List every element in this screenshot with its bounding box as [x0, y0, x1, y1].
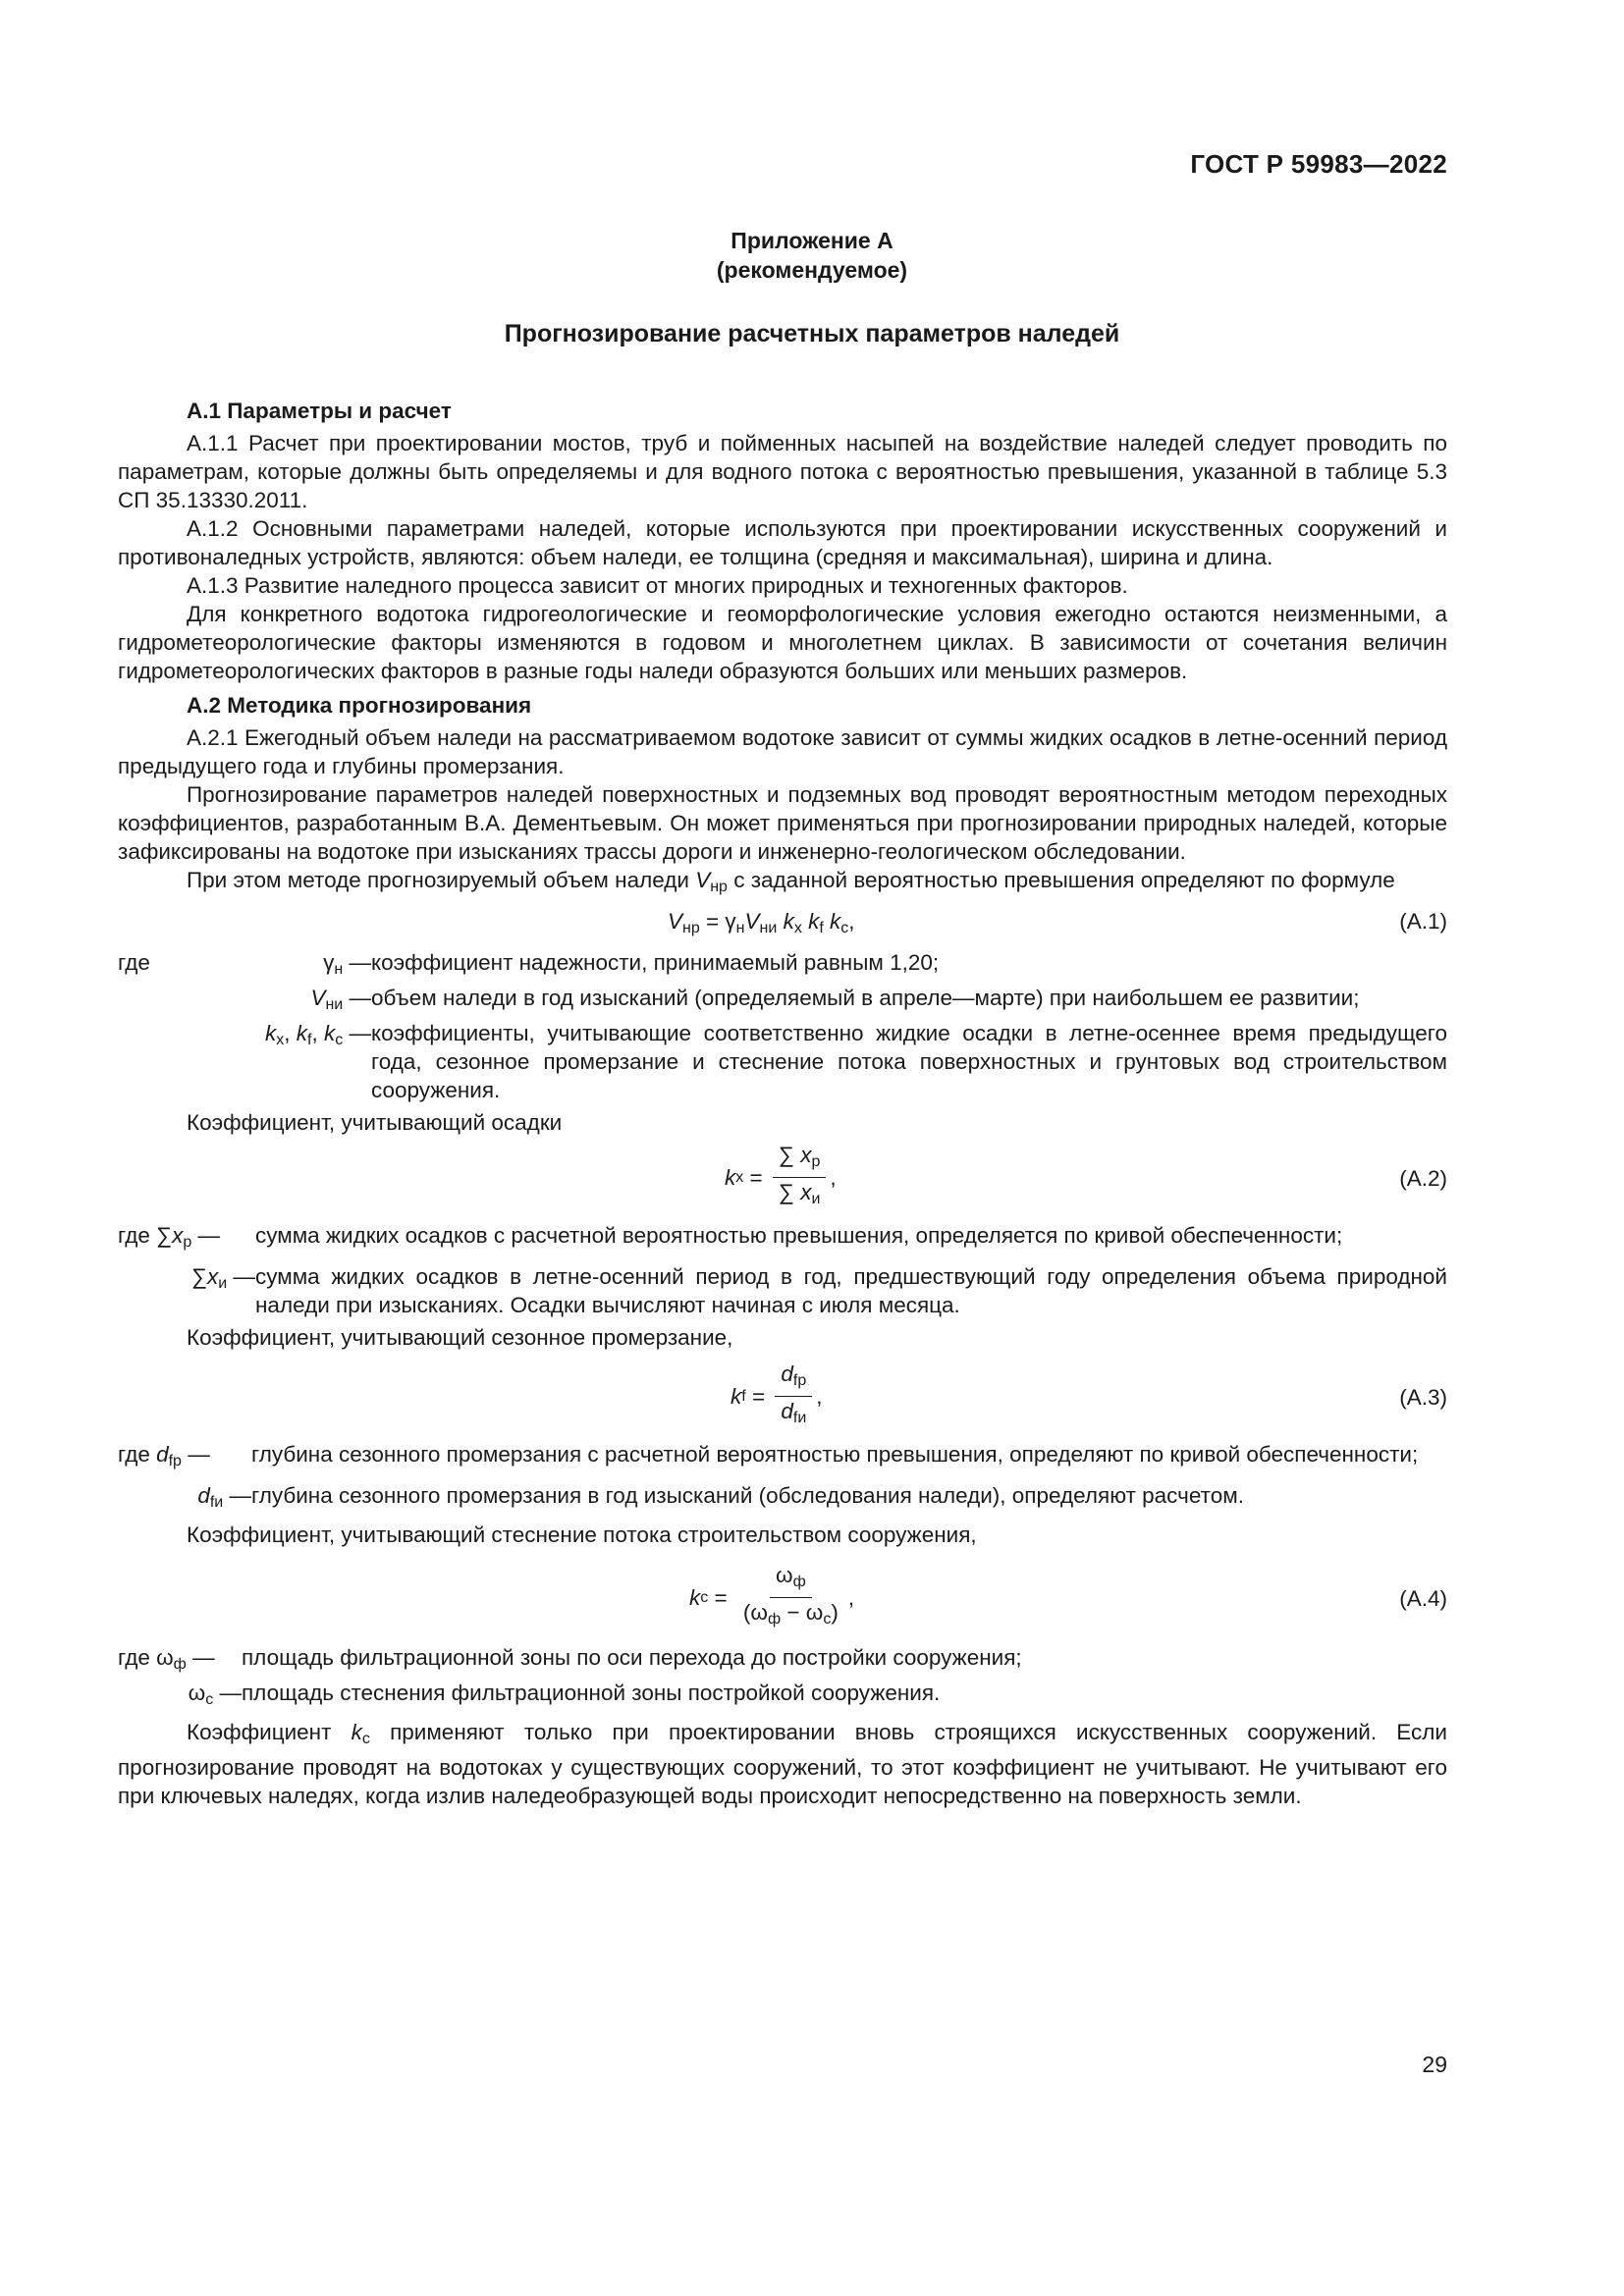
definitions-a3 — [118, 1440, 1447, 1517]
formula-a1 — [118, 901, 1447, 944]
formula-a1-number: (А.1) — [1399, 909, 1447, 934]
formula-a3-number: (А.3) — [1399, 1385, 1447, 1410]
standard-header: ГОСТ Р 59983—2022 — [1190, 149, 1447, 179]
paragraph-kf-intro: Коэффициент, учитывающий сезонное промерзание, — [187, 1325, 733, 1350]
symbol-sum-xp: где $\sum x_p$ — — [118, 1223, 221, 1251]
paragraph-a1-1: А.1.1 Расчет при проектировании мостов, труб и пойменных насыпей на воздействие наледей следует проводить по параметрам, которые должны быть определяемы и для водного потока с вероятностью превышения, указанной в таблице 5.3 СП 35.13330.2011. — [118, 431, 1447, 512]
paragraph-a2-1: А.2.1 Ежегодный объем наледи на рассматриваемом водотоке зависит от суммы жидких осадков в летне-осенний период предыдущего года и глубины промерзания. — [118, 725, 1447, 778]
formula-a2-expression: k x = ∑ $x_p$ ∑ $x_и$ , — [725, 1143, 837, 1207]
paragraph-a2-2: Прогнозирование параметров наледей поверхностных и подземных вод проводят вероятностным методом переходных коэффициентов, разработанным В.А. Дементьевым. Он может применяться при прогнозировании природных наледей, которые зафиксированы на водотоке при изысканиях трассы дороги и инженерно-геологическом обследовании. — [118, 782, 1447, 864]
definition-d-fi: глубина сезонного промерзания в год изысканий (обследования наледи), определяют расчетом. — [251, 1483, 1244, 1508]
formula-a2-number: (А.2) — [1399, 1166, 1447, 1191]
paragraph-a1-2: А.1.2 Основными параметрами наледей, которые используются при проектировании искусственных сооружений и противоналедных устройств, являются: объем наледи, ее толщина (средняя и максимальная), ширина и длина. — [118, 516, 1447, 569]
definition-k-coeffs: коэффициенты, учитывающие соответственно жидкие осадки в летне-осеннее время предыдущего года, сезонное промерзание и стеснение потока поверхностных и грунтовых вод строительством сооружения. — [371, 1021, 1447, 1102]
formula-a4-expression: k c = $\omega_ф$ $(\omega_ф - \omega_c)$ , — [689, 1563, 855, 1628]
symbol-d-fp: где $d_{fp}$ — — [118, 1442, 210, 1469]
formula-a3 — [118, 1352, 1447, 1436]
symbol-v-ni: $V_{ни}$ — — [310, 986, 371, 1013]
appendix-label: Приложение А — [731, 228, 893, 253]
formula-a1-expression: $V_{нр} = \gamma_нV_{ни}$ $k_x$ $k_f$ $k_c$, — [668, 909, 855, 936]
appendix-heading — [0, 226, 1624, 285]
paragraph-a1-3: А.1.3 Развитие наледного процесса зависит от многих природных и техногенных факторов. — [187, 573, 1128, 598]
symbol-d-fi: $d_{fи}$ — — [197, 1483, 251, 1511]
section-heading-a2: А.2 Методика прогнозирования — [187, 693, 532, 718]
formula-a3-expression: k f = $d_{fp}$ $d_{fи}$ , — [731, 1362, 823, 1426]
symbol-omega-f: где $\omega_ф$ — — [118, 1645, 215, 1673]
formula-a4 — [118, 1549, 1447, 1639]
page-number: 29 — [1422, 2052, 1447, 2077]
paragraph-kc-intro: Коэффициент, учитывающий стеснение потока строительством сооружения, — [187, 1522, 977, 1547]
symbol-sum-xi: $\sum x_и$ — — [191, 1264, 255, 1292]
paragraph-kx-intro: Коэффициент, учитывающий осадки — [187, 1110, 563, 1135]
formula-a4-number: (А.4) — [1399, 1586, 1447, 1611]
symbol-omega-c: $\omega_c$ — — [188, 1681, 242, 1708]
paragraph-final: Коэффициент $k_c$ применяют только при проектировании вновь строящихся искусственных сооружений. Если прогнозирование проводят на водотоках у существующих сооружений, то этот коэффициент не учитывают. Не учитывают его при ключевых наледях, когда излив наледеобразующей воды происходит непосредственно на поверхность земли. — [118, 1720, 1447, 1808]
definition-gamma: коэффициент надежности, принимаемый равным 1,20; — [371, 950, 940, 975]
definitions-a1 — [118, 948, 1447, 1104]
appendix-status: (рекомендуемое) — [716, 257, 908, 283]
definition-omega-c: площадь стеснения фильтрационной зоны постройкой сооружения. — [242, 1681, 941, 1705]
section-heading-a1: А.1 Параметры и расчет — [187, 399, 452, 423]
definition-omega-f: площадь фильтрационной зоны по оси перехода до постройки сооружения; — [242, 1645, 1022, 1670]
definitions-a2 — [118, 1221, 1447, 1319]
symbol-k-coeffs: $k_x$, $k_f$, $k_c$ — — [265, 1021, 371, 1048]
document-body — [118, 391, 1447, 1810]
paragraph-a1-4: Для конкретного водотока гидрогеологические и геоморфологические условия ежегодно остаются неизменными, а гидрометеорологические факторы изменяются в годовом и многолетнем циклах. В зависимости от сочетания величин гидрометеорологических факторов в разные годы наледи образуются больших или меньших размеров. — [118, 602, 1447, 683]
definition-sum-xi: сумма жидких осадков в летне-осенний период в год, предшествующий году определения объема природной наледи при изысканиях. Осадки вычисляют начиная с июля месяца. — [255, 1264, 1447, 1317]
formula-a2 — [118, 1137, 1447, 1217]
document-title: Прогнозирование расчетных параметров наледей — [504, 320, 1120, 347]
definitions-a4 — [118, 1643, 1447, 1714]
paragraph-a2-3: При этом методе прогнозируемый объем наледи $V_{нр}$ с заданной вероятностью превышения определяют по формуле — [187, 868, 1395, 895]
where-label: где — [118, 950, 150, 975]
definition-d-fp: глубина сезонного промерзания с расчетной вероятностью превышения, определяют по кривой обеспеченности; — [251, 1442, 1419, 1467]
definition-sum-xp: сумма жидких осадков с расчетной вероятностью превышения, определяется по кривой обеспеченности; — [255, 1223, 1343, 1248]
symbol-gamma: $\gamma_н$ — — [323, 950, 371, 978]
definition-v-ni: объем наледи в год изысканий (определяемый в апреле—марте) при наибольшем ее развитии; — [371, 986, 1360, 1010]
